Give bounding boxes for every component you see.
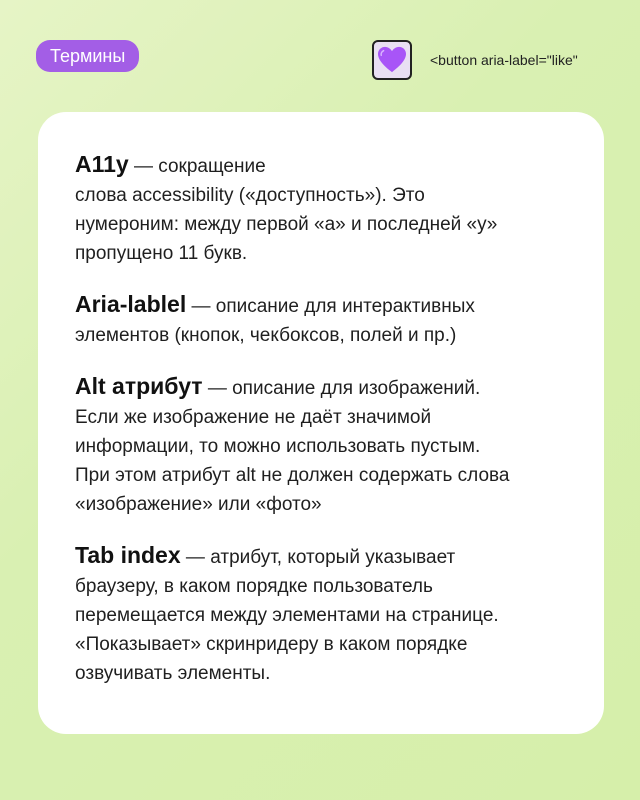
term-text: перемещается между элементами на странице. [75, 605, 499, 626]
term-name: Alt атрибут [75, 373, 203, 399]
term-text: — сокращение [128, 156, 266, 177]
term-aria-label [75, 290, 568, 350]
term-name: A11y [75, 151, 129, 177]
term-a11y [75, 150, 568, 268]
terms-tag: Термины [36, 40, 139, 72]
term-text: — описание для изображений. [202, 378, 481, 399]
term-text: При этом атрибут alt не должен содержать слова [75, 465, 510, 486]
term-tab-index [75, 541, 568, 688]
definitions-card [38, 112, 604, 734]
purple-heart-icon [377, 46, 407, 74]
term-text: Если же изображение не даёт значимой [75, 407, 432, 428]
term-text: — атрибут, который указывает [180, 547, 456, 568]
term-alt [75, 372, 568, 519]
term-text: озвучивать элементы. [75, 663, 271, 684]
term-text: «изображение» или «фото» [75, 494, 322, 515]
term-name: Tab index [75, 542, 181, 568]
term-text: элементов (кнопок, чекбоксов, полей и пр.) [75, 325, 457, 346]
term-text: — описание для интерактивных [186, 296, 475, 317]
like-button[interactable] [372, 40, 412, 80]
term-text: слова accessibility («доступность»). Это [75, 185, 425, 206]
term-text: информации, то можно использовать пустым. [75, 436, 481, 457]
term-text: пропущено 11 букв. [75, 243, 248, 264]
term-text: «Показывает» скринридеру в каком порядке [75, 634, 468, 655]
term-text: нумероним: между первой «а» и последней «у» [75, 214, 498, 235]
code-snippet: <button aria-label="like" [430, 52, 578, 68]
term-text: браузеру, в каком порядке пользователь [75, 576, 433, 597]
term-name: Aria-lablel [75, 291, 187, 317]
